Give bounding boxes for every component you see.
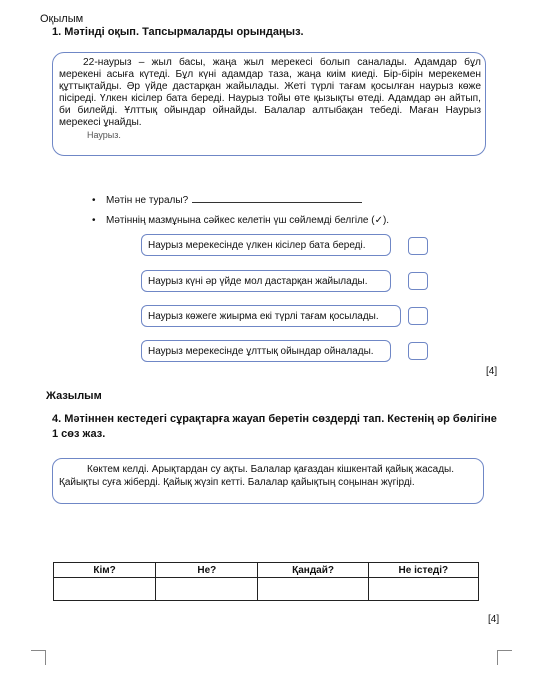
task-4-instruction: 4. Мәтіннен кестедегі сұрақтарға жауап беретін сөздерді тап. Кестенің әр бөлігіне 1 сөз жаз. — [52, 413, 497, 440]
question-topic-label: Мәтін не туралы? — [106, 195, 189, 206]
checkbox-statement-3[interactable] — [408, 307, 428, 325]
passage-source: Наурыз. — [87, 130, 121, 140]
answer-cell-ne[interactable] — [156, 578, 258, 601]
checkbox-statement-1[interactable] — [408, 237, 428, 255]
statement-1: Наурыз мерекесінде үлкен кісілер бата береді. — [141, 234, 391, 256]
question-select-label: Мәтіннің мазмұнына сәйкес келетін үш сөйлемді белгіле (✓). — [106, 215, 390, 226]
writing-text-box: Көктем келді. Арықтардан су ақты. Балалар қағаздан кішкентай қайық жасады. Қайықты суға жіберді. Қайық жүзіп кетті. Балалар қайықтың соңынан жүгірді. — [52, 458, 484, 504]
page-corner-mark-right — [497, 650, 512, 665]
answer-cell-kim[interactable] — [54, 578, 156, 601]
table-header-ne-istedi: Не істеді? — [368, 563, 478, 578]
page-corner-mark-left — [31, 650, 46, 665]
table-header-kim: Кім? — [54, 563, 156, 578]
bullet-icon: • — [92, 215, 96, 226]
reading-section-title: Оқылым — [40, 13, 84, 25]
answer-cell-qanday[interactable] — [258, 578, 368, 601]
table-header-ne: Не? — [156, 563, 258, 578]
statement-2: Наурыз күні әр үйде мол дастарқан жайылады. — [141, 270, 391, 292]
writing-section-title: Жазылым — [46, 390, 102, 402]
question-topic — [92, 192, 362, 206]
table-row — [54, 578, 479, 601]
reading-passage: 22-наурыз – жыл басы, жаңа жыл мерекесі болып саналады. Адамдар бұл мерекені асыға күтеді. Бұл күні адамдар таза, жаңа киім киеді. Бір-бірін мерекемен құттықтайды. Әр үйде дастарқан жайылады. Жеті түрлі тағам қосылған наурыз көже пісіреді. Үлкен кісілер бата береді. Наурыз тойы өте қызықты өтеді. Адамдар ән айтып, би билейді. Ұлттық ойындар ойнайды. Балалар алтыбақан тебеді. Маған Наурыз мерекесі ұнайды. — [59, 57, 481, 128]
reading-passage-box — [52, 52, 486, 156]
checkbox-statement-4[interactable] — [408, 342, 428, 360]
bullet-icon: • — [92, 195, 96, 206]
question-select — [92, 215, 389, 226]
reading-score: [4] — [486, 366, 498, 377]
statement-4: Наурыз мерекесінде ұлттық ойындар ойналады. — [141, 340, 391, 362]
answer-cell-ne-istedi[interactable] — [368, 578, 478, 601]
answer-line[interactable] — [192, 192, 362, 203]
task-1-instruction: 1. Мәтінді оқып. Тапсырмаларды орындаңыз. — [52, 26, 304, 38]
writing-score: [4] — [488, 614, 500, 625]
statement-3: Наурыз көжеге жиырма екі түрлі тағам қосылады. — [141, 305, 401, 327]
checkbox-statement-2[interactable] — [408, 272, 428, 290]
answer-table — [53, 562, 479, 601]
table-header-qanday: Қандай? — [258, 563, 368, 578]
